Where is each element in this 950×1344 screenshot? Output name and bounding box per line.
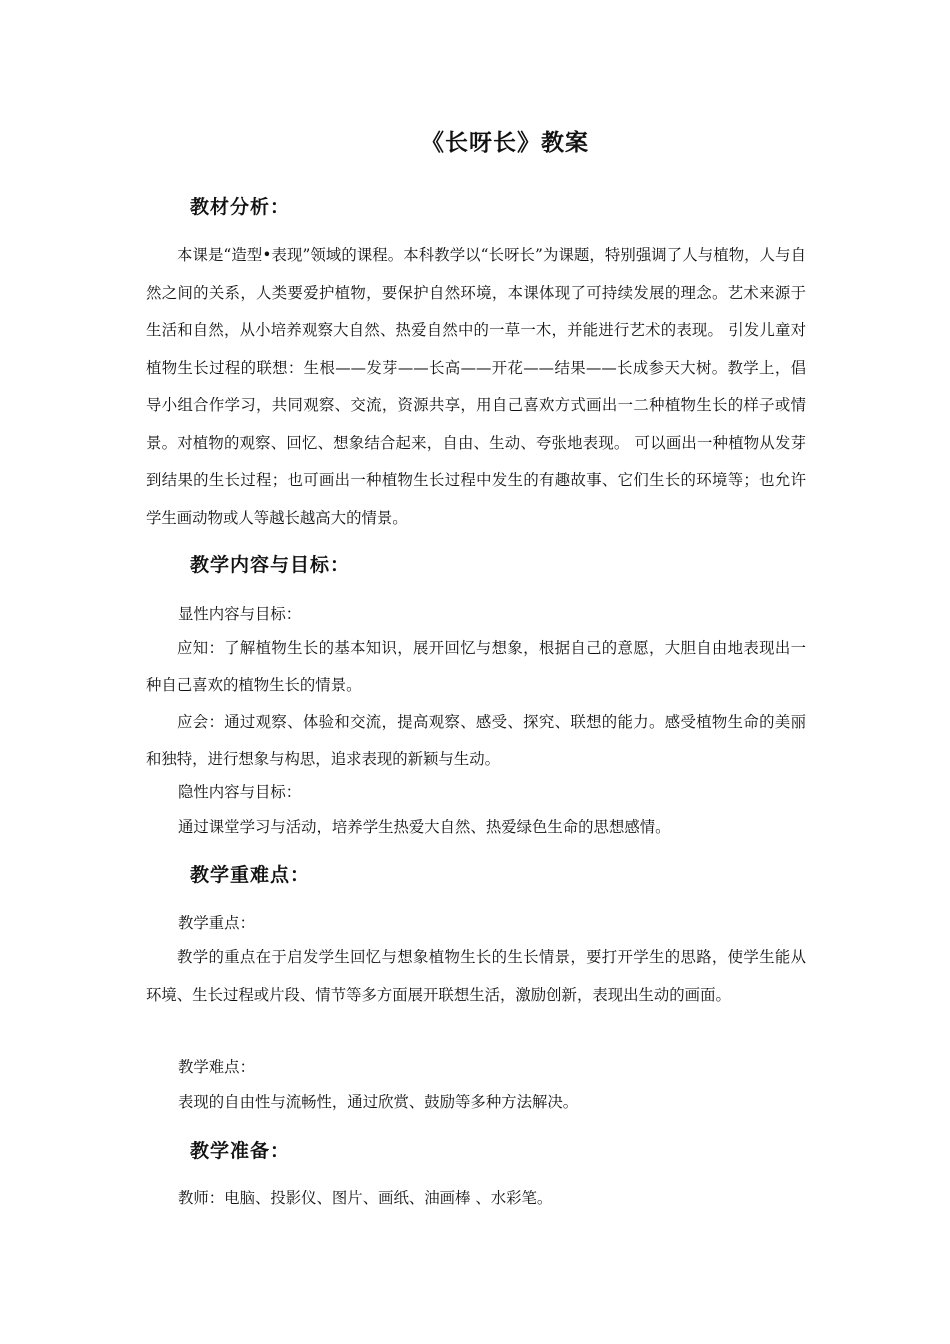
material-analysis-paragraph: 本课是“造型•表现”领域的课程。本科教学以“长呀长”为课题，特别强调了人与植物，人与自然之间的关系，人类要爱护植物，要保护自然环境，本课体现了可持续发展的理念。艺术来源于生活和自然，从小培养观察大自然、热爱自然中的一草一木，并能进行艺术的表现。 引发儿童对植物生长过程的联想：生根——发芽——长高——开花——结果——长成参天大树。教学上，倡导小组合作学习，共同观察、交流，资源共享，用自己喜欢方式画出一二种植物生长的样子或情景。对植物的观察、回忆、想象结合起来，自由、生动、夸张地表现。 可以画出一种植物从发芽到结果的生长过程；也可画出一种植物生长过程中发生的有趣故事、它们生长的环境等；也允许学生画动物或人等越长越高大的情景。 xyxy=(146,246,806,527)
document-title: 《长呀长》教案 xyxy=(421,130,589,156)
teacher-preparation-text: 教师：电脑、投影仪、图片、画纸、油画棒 、水彩笔。 xyxy=(178,1189,553,1207)
key-point-label: 教学重点： xyxy=(178,914,255,932)
section-heading-preparation: 教学准备： xyxy=(190,1140,291,1162)
section-heading-material-analysis: 教材分析： xyxy=(190,196,291,218)
implicit-goals-label: 隐性内容与目标： xyxy=(178,783,302,801)
section-heading-key-difficulty: 教学重难点： xyxy=(190,864,311,886)
explicit-goals-label: 显性内容与目标： xyxy=(178,605,302,623)
implicit-goals-text: 通过课堂学习与活动，培养学生热爱大自然、热爱绿色生命的思想感情。 xyxy=(178,818,671,836)
difficulty-label: 教学难点： xyxy=(178,1058,255,1076)
know-goal-paragraph: 应知：了解植物生长的基本知识，展开回忆与想象，根据自己的意愿，大胆自由地表现出一种自己喜欢的植物生长的情景。 xyxy=(146,639,806,694)
can-goal-paragraph: 应会：通过观察、体验和交流，提高观察、感受、探究、联想的能力。感受植物生命的美丽和独特，进行想象与构思，追求表现的新颖与生动。 xyxy=(146,713,806,768)
section-heading-content-goals: 教学内容与目标： xyxy=(190,554,351,576)
key-point-paragraph: 教学的重点在于启发学生回忆与想象植物生长的生长情景，要打开学生的思路，使学生能从环境、生长过程或片段、情节等多方面展开联想生活，激励创新，表现出生动的画面。 xyxy=(146,948,806,1004)
difficulty-text: 表现的自由性与流畅性，通过欣赏、鼓励等多种方法解决。 xyxy=(178,1093,579,1111)
